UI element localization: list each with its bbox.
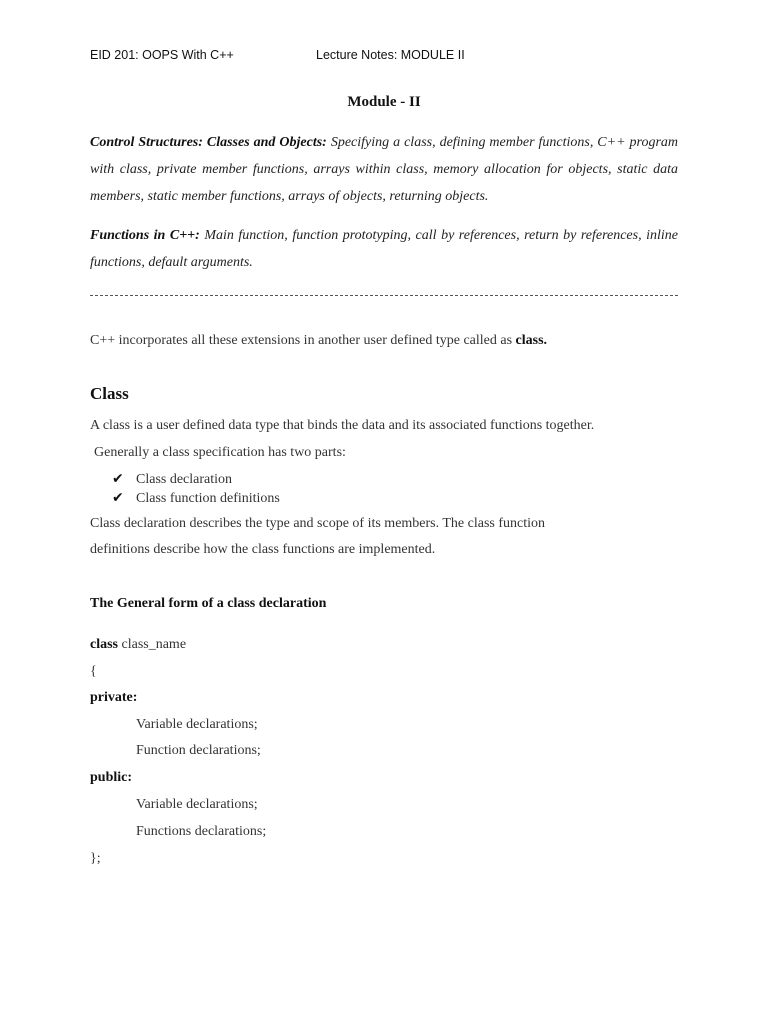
code-class-line <box>90 635 186 655</box>
code-open-brace: { <box>90 664 97 679</box>
intro-line <box>90 328 690 354</box>
syllabus-functions <box>90 222 678 276</box>
control-structures-label: Control Structures: Classes and Objects: <box>90 135 327 150</box>
dashed-separator <box>90 295 678 296</box>
header-lecture-notes: Lecture Notes: MODULE II <box>316 48 465 62</box>
code-private-line-1: Variable declarations; <box>136 717 258 732</box>
functions-text: Main function, function prototyping, call by references, return by references, inline functions, default arguments. <box>90 228 678 270</box>
list-item <box>112 488 280 509</box>
code-private-label: private: <box>90 690 138 705</box>
class-heading: Class <box>90 384 129 403</box>
code-close-brace: }; <box>90 851 101 866</box>
code-public-label: public: <box>90 770 133 785</box>
code-keyword-class: class <box>90 637 118 652</box>
control-structures-text: Specifying a class, defining member functions, C++ program with class, private member functions, arrays within class, memory allocation for objects, static data members, static member functions, arrays of objects, returning objects. <box>90 135 679 204</box>
class-description-line-2: definitions describe how the class functions are implemented. <box>90 542 436 557</box>
code-private-line-2: Function declarations; <box>136 743 261 758</box>
list-item <box>112 469 232 490</box>
code-public-line-2: Functions declarations; <box>136 824 267 839</box>
header-course: EID 201: OOPS With C++ <box>90 48 234 62</box>
list-item-label: Class function definitions <box>136 491 280 506</box>
checkmark-icon: ✔ <box>112 471 124 487</box>
general-form-heading: The General form of a class declaration <box>90 596 327 611</box>
module-title: Module - II <box>347 94 421 110</box>
functions-label: Functions in C++: <box>90 228 200 243</box>
code-class-name: class_name <box>118 637 187 652</box>
class-description-line-1: Class declaration describes the type and scope of its members. The class function <box>90 516 545 531</box>
class-definition: A class is a user defined data type that binds the data and its associated functions together. <box>90 418 595 433</box>
list-item-label: Class declaration <box>136 472 233 487</box>
class-parts-intro: Generally a class specification has two parts: <box>94 445 346 460</box>
syllabus-control-structures <box>90 129 678 210</box>
checkmark-icon: ✔ <box>112 490 124 506</box>
intro-bold-class: class. <box>515 333 548 348</box>
code-public-line-1: Variable declarations; <box>136 797 258 812</box>
intro-text: C++ incorporates all these extensions in another user defined type called as <box>90 333 516 348</box>
